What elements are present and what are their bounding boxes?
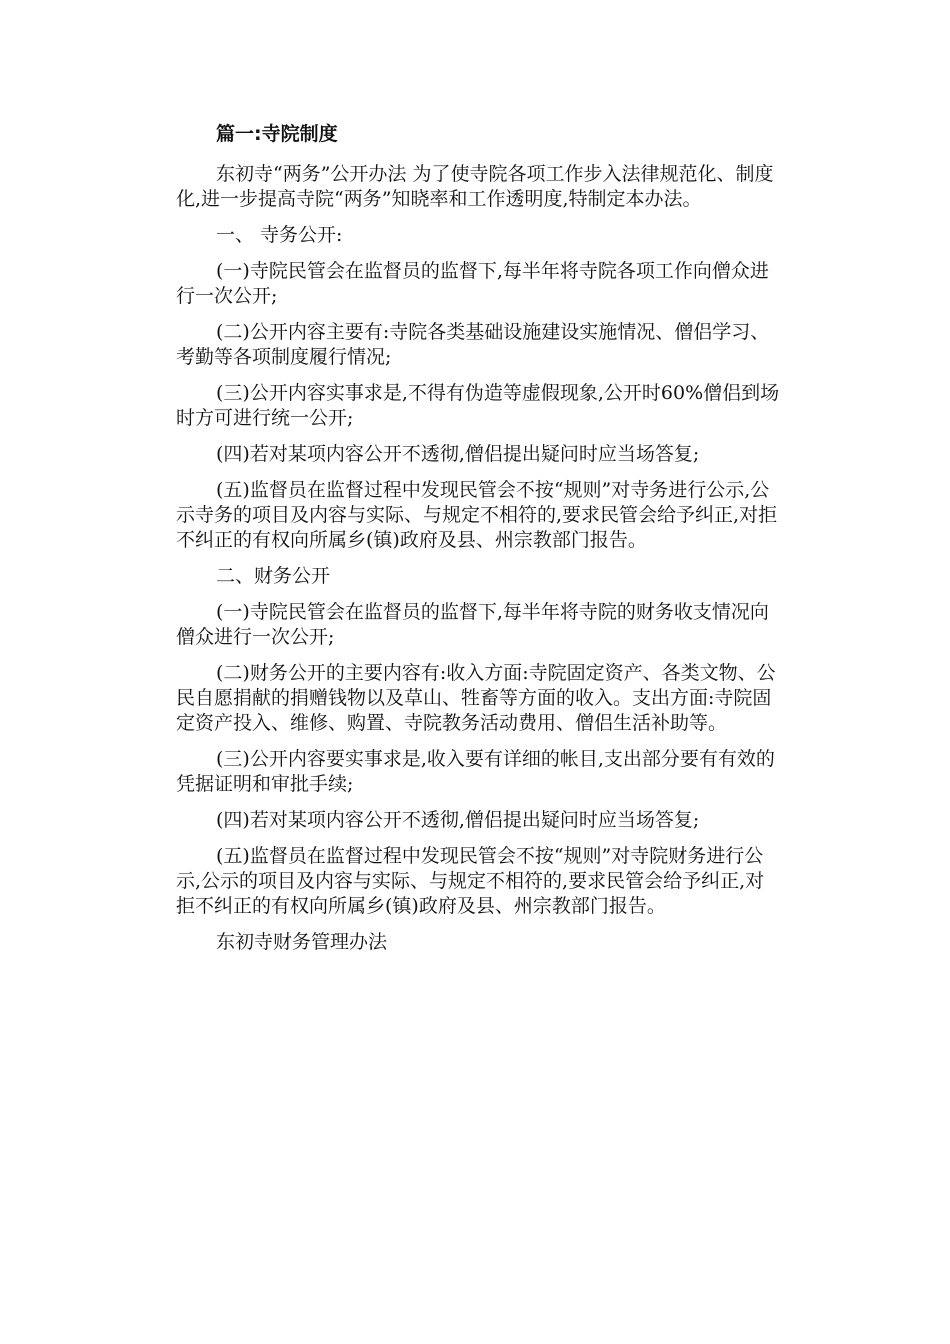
temple-affairs-item-1: (一)寺院民管会在监督员的监督下,每半年将寺院各项工作向僧众进行一次公开; xyxy=(176,260,769,307)
finance-item-2: (二)财务公开的主要内容有:收入方面:寺院固定资产、各类文物、公民自愿捐献的捐赠钱物以及草山、牲畜等方面的收入。支出方面:寺院固定资产投入、维修、购置、寺院教务活动费用、僧侣生活补助等。 xyxy=(176,662,776,734)
temple-affairs-item-3: (三)公开内容实事求是,不得有伪造等虚假现象,公开时60%僧侣到场时方可进行统一公开; xyxy=(176,382,780,429)
section-heading-finance: 二、财务公开 xyxy=(216,565,331,587)
intro-paragraph: 东初寺“两务”公开办法 为了使寺院各项工作步入法律规范化、制度化,进一步提高寺院“两务”知晓率和工作透明度,特制定本办法。 xyxy=(176,163,774,210)
document-title: 篇一:寺院制度 xyxy=(216,123,338,145)
document-body xyxy=(176,118,782,966)
temple-affairs-item-5: (五)监督员在监督过程中发现民管会不按“规则”对寺务进行公示,公示寺务的项目及内容与实际、与规定不相符的,要求民管会给予纠正,对拒不纠正的有权向所属乡(镇)政府及县、州宗教部门报告。 xyxy=(176,479,778,551)
finance-item-4: (四)若对某项内容公开不透彻,僧侣提出疑问时应当场答复; xyxy=(216,809,700,831)
finance-item-3: (三)公开内容要实事求是,收入要有详细的帐目,支出部分要有有效的凭据证明和审批手续; xyxy=(176,748,775,795)
finance-item-1: (一)寺院民管会在监督员的监督下,每半年将寺院的财务收支情况向僧众进行一次公开; xyxy=(176,601,769,648)
temple-affairs-item-2: (二)公开内容主要有:寺院各类基础设施建设实施情况、僧侣学习、考勤等各项制度履行情况; xyxy=(176,321,770,368)
section-heading-temple-affairs: 一、 寺务公开: xyxy=(216,224,343,246)
temple-affairs-item-4: (四)若对某项内容公开不透彻,僧侣提出疑问时应当场答复; xyxy=(216,443,700,465)
section-heading-finance-management: 东初寺财务管理办法 xyxy=(216,931,388,953)
finance-item-5: (五)监督员在监督过程中发现民管会不按“规则”对寺院财务进行公示,公示的项目及内容与实际、与规定不相符的,要求民管会给予纠正,对拒不纠正的有权向所属乡(镇)政府及县、州宗教部门报告。 xyxy=(176,845,765,917)
